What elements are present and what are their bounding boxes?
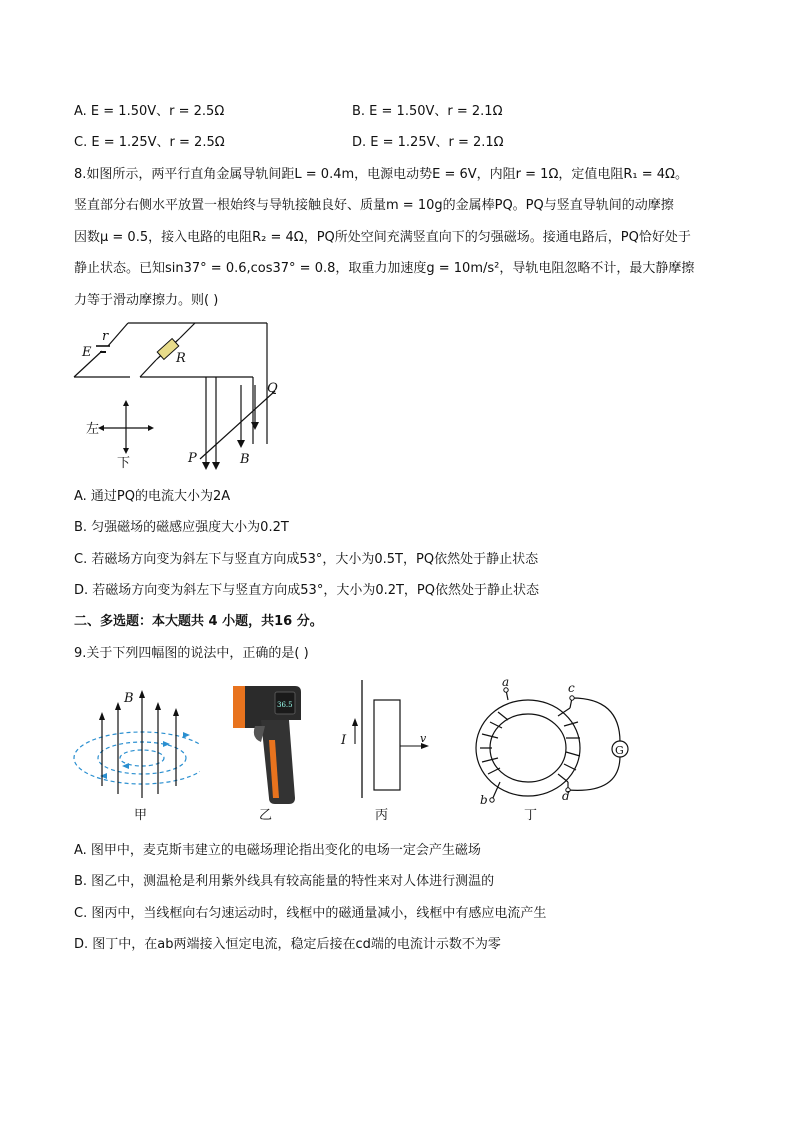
q9-option-d: D. 图丁中，在ab两端接入恒定电流，稳定后接在cd端的电流计示数不为零 — [74, 937, 501, 952]
q9-caption-bing: 丙 — [375, 808, 389, 823]
q9-ding-label-d: d — [562, 789, 570, 803]
q8-label-e: E — [82, 345, 92, 360]
q8-label-b: B — [240, 452, 250, 467]
q9-ding-label-b: b — [480, 793, 488, 807]
q9-figure-ding — [470, 676, 630, 826]
q8-label-left: 左 — [86, 422, 100, 437]
q8-label-resistor: R — [176, 351, 186, 366]
q7-option-a: A. E = 1.50V、r = 2.5Ω — [74, 104, 225, 119]
q8-option-c: C. 若磁场方向变为斜左下与竖直方向成53°，大小为0.5T，PQ依然处于静止状态 — [74, 552, 539, 567]
q8-label-down: 下 — [117, 456, 131, 471]
q8-option-b: B. 匀强磁场的磁感应强度大小为0.2T — [74, 520, 289, 535]
q8-label-p: P — [188, 451, 197, 466]
q9-ding-label-c: c — [568, 681, 575, 695]
q8-option-d: D. 若磁场方向变为斜左下与竖直方向成53°，大小为0.2T，PQ依然处于静止状态 — [74, 583, 540, 598]
q9-jia-label-b: B — [124, 691, 134, 706]
thermometer-gun-icon — [233, 686, 301, 804]
q9-option-b: B. 图乙中，测温枪是利用紫外线具有较高能量的特性来对人体进行测温的 — [74, 874, 495, 889]
q9-bing-label-i: I — [341, 733, 347, 748]
q9-option-a: A. 图甲中，麦克斯韦建立的电磁场理论指出变化的电场一定会产生磁场 — [74, 843, 481, 858]
q9-ding-label-g: G — [615, 744, 624, 757]
q8-option-a: A. 通过PQ的电流大小为2A — [74, 489, 231, 504]
q9-figure-jia — [70, 686, 200, 826]
q7-option-d: D. E = 1.25V、r = 2.1Ω — [352, 135, 504, 150]
q9-caption-jia: 甲 — [134, 808, 148, 823]
q8-label-r: r — [102, 329, 109, 344]
section-heading-multiple-choice: 二、多选题：本大题共 4 小题，共16 分。 — [74, 614, 323, 629]
q8-stem-line-1: 8.如图所示，两平行直角金属导轨间距L = 0.4m，电源电动势E = 6V，内阻r = 1Ω，定值电阻R₁ = 4Ω。 — [74, 167, 688, 182]
q9-gun-screen: 36.5 — [277, 701, 293, 709]
q9-figure-bing — [335, 676, 445, 826]
q7-option-c: C. E = 1.25V、r = 2.5Ω — [74, 135, 225, 150]
q9-caption-ding: 丁 — [524, 808, 538, 823]
q9-stem: 9.关于下列四幅图的说法中，正确的是( ) — [74, 646, 309, 661]
q8-stem-line-2: 竖直部分右侧水平放置一根始终与导轨接触良好、质量m = 10g的金属棒PQ。PQ与竖直导轨间的动摩擦 — [74, 198, 674, 213]
q8-label-q: Q — [267, 381, 278, 396]
q9-figure-yi — [225, 680, 315, 826]
q9-option-c: C. 图丙中，当线框向右匀速运动时，线框中的磁通量减小，线框中有感应电流产生 — [74, 906, 547, 921]
q8-circuit-figure — [70, 316, 290, 476]
q8-stem-line-3: 因数μ = 0.5，接入电路的电阻R₂ = 4Ω，PQ所处空间充满竖直向下的匀强磁场。接通电路后，PQ恰好处于 — [74, 230, 691, 245]
q8-stem-line-5: 力等于滑动摩擦力。则( ) — [74, 293, 219, 308]
q9-caption-yi: 乙 — [259, 808, 273, 823]
q9-ding-label-a: a — [502, 676, 510, 689]
q7-option-b: B. E = 1.50V、r = 2.1Ω — [352, 104, 503, 119]
q9-bing-label-v: v — [420, 732, 427, 745]
q8-stem-line-4: 静止状态。已知sin37° = 0.6,cos37° = 0.8，取重力加速度g = 10m/s²，导轨电阻忽略不计，最大静摩擦 — [74, 261, 695, 276]
